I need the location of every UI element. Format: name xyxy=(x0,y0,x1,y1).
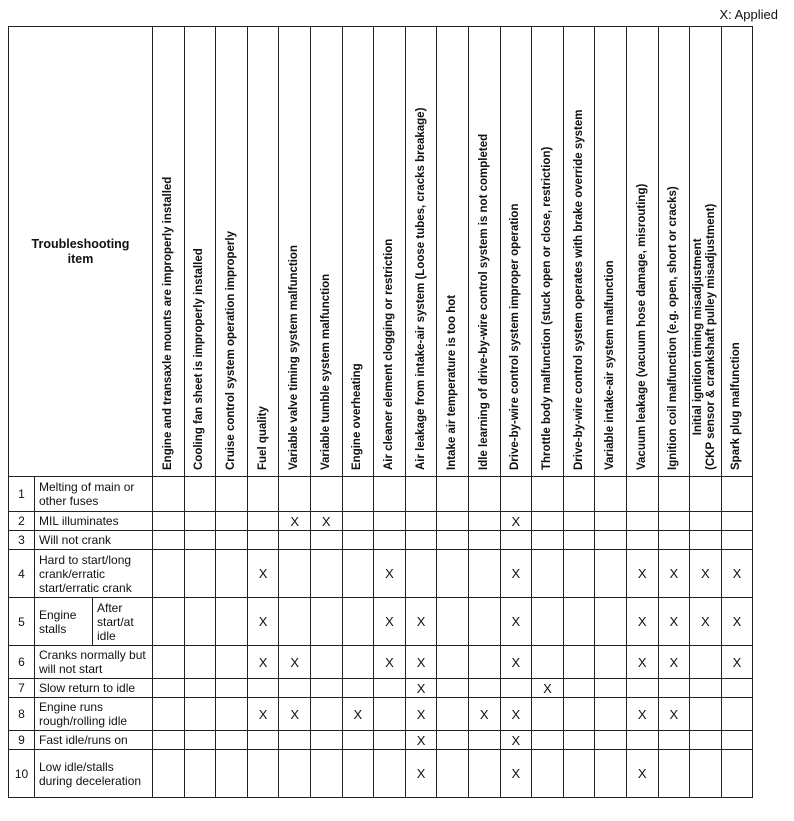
table-row xyxy=(9,750,753,798)
applied-mark: X xyxy=(247,698,279,731)
applied-cell xyxy=(532,550,564,598)
applied-cell xyxy=(247,731,279,750)
legend-label: X: Applied xyxy=(719,7,778,22)
applied-cell xyxy=(437,731,469,750)
applied-cell xyxy=(247,750,279,798)
applied-cell xyxy=(532,698,564,731)
applied-cell xyxy=(690,679,722,698)
applied-cell xyxy=(563,550,595,598)
applied-mark: X xyxy=(626,750,658,798)
row-number: 9 xyxy=(9,731,35,750)
applied-cell xyxy=(690,512,722,531)
applied-mark: X xyxy=(690,550,722,598)
applied-cell xyxy=(216,750,248,798)
applied-cell xyxy=(626,477,658,512)
applied-cell xyxy=(468,731,500,750)
applied-cell xyxy=(247,477,279,512)
column-header-label: Air cleaner element clogging or restriction xyxy=(382,238,395,470)
troubleshooting-item: Engine runs rough/rolling idle xyxy=(35,698,153,731)
applied-mark: X xyxy=(721,550,753,598)
applied-cell xyxy=(532,512,564,531)
applied-cell xyxy=(437,550,469,598)
applied-cell xyxy=(310,646,342,679)
column-header-label: Fuel quality xyxy=(256,406,269,470)
applied-mark: X xyxy=(500,698,532,731)
applied-cell xyxy=(563,750,595,798)
applied-cell xyxy=(437,698,469,731)
applied-mark: X xyxy=(626,598,658,646)
column-header-label: Engine overheating xyxy=(351,363,364,470)
applied-cell xyxy=(216,679,248,698)
applied-cell xyxy=(184,477,216,512)
applied-cell xyxy=(690,731,722,750)
applied-cell xyxy=(216,646,248,679)
applied-cell xyxy=(342,531,374,550)
applied-cell xyxy=(532,646,564,679)
column-header-15 xyxy=(595,27,627,477)
column-header-14 xyxy=(563,27,595,477)
applied-cell xyxy=(153,512,185,531)
row-number: 10 xyxy=(9,750,35,798)
applied-cell xyxy=(658,731,690,750)
column-header-label: Variable tumble system malfunction xyxy=(319,273,332,470)
applied-cell xyxy=(216,512,248,531)
troubleshooting-item: Engine stalls xyxy=(35,598,93,646)
applied-cell xyxy=(279,598,311,646)
applied-mark: X xyxy=(626,698,658,731)
applied-cell xyxy=(310,550,342,598)
applied-mark: X xyxy=(374,550,406,598)
column-header-label: Initial ignition timing misadjustment (CKP sensor & crankshaft pulley misadjustment) xyxy=(692,203,718,470)
column-header-17 xyxy=(658,27,690,477)
applied-mark: X xyxy=(342,698,374,731)
column-header-label: Drive-by-wire control system improper operation xyxy=(509,203,522,470)
applied-cell xyxy=(310,679,342,698)
applied-cell xyxy=(468,512,500,531)
row-number: 7 xyxy=(9,679,35,698)
applied-cell xyxy=(468,531,500,550)
troubleshooting-item: Low idle/stalls during deceleration xyxy=(35,750,153,798)
applied-cell xyxy=(310,531,342,550)
applied-cell xyxy=(279,550,311,598)
applied-cell xyxy=(563,698,595,731)
column-header-label: Idle learning of drive-by-wire control system is not completed xyxy=(477,133,490,470)
applied-cell xyxy=(310,731,342,750)
applied-cell xyxy=(721,512,753,531)
applied-cell xyxy=(500,679,532,698)
applied-cell xyxy=(184,512,216,531)
applied-cell xyxy=(247,512,279,531)
column-header-label: Vacuum leakage (vacuum hose damage, misrouting) xyxy=(635,183,648,470)
applied-cell xyxy=(374,531,406,550)
applied-mark: X xyxy=(405,750,437,798)
applied-cell xyxy=(153,646,185,679)
applied-cell xyxy=(658,477,690,512)
applied-mark: X xyxy=(500,731,532,750)
applied-cell xyxy=(468,598,500,646)
row-number: 6 xyxy=(9,646,35,679)
applied-cell xyxy=(626,679,658,698)
column-header-6 xyxy=(310,27,342,477)
applied-mark: X xyxy=(532,679,564,698)
column-header-18 xyxy=(690,27,722,477)
applied-mark: X xyxy=(658,550,690,598)
applied-cell xyxy=(247,679,279,698)
applied-mark: X xyxy=(279,698,311,731)
applied-cell xyxy=(658,750,690,798)
column-header-3 xyxy=(216,27,248,477)
applied-cell xyxy=(532,477,564,512)
table-row xyxy=(9,477,753,512)
applied-mark: X xyxy=(405,731,437,750)
applied-mark: X xyxy=(405,679,437,698)
applied-cell xyxy=(500,531,532,550)
applied-cell xyxy=(279,477,311,512)
column-header-5 xyxy=(279,27,311,477)
applied-cell xyxy=(184,731,216,750)
applied-cell xyxy=(153,598,185,646)
applied-cell xyxy=(595,698,627,731)
applied-cell xyxy=(184,698,216,731)
applied-mark: X xyxy=(247,598,279,646)
applied-mark: X xyxy=(500,512,532,531)
applied-mark: X xyxy=(658,646,690,679)
table-row xyxy=(9,550,753,598)
applied-cell xyxy=(216,731,248,750)
applied-cell xyxy=(374,477,406,512)
column-header-label: Throttle body malfunction (stuck open or close, restriction) xyxy=(540,146,553,470)
table-row xyxy=(9,512,753,531)
applied-cell xyxy=(153,477,185,512)
applied-cell xyxy=(532,531,564,550)
applied-cell xyxy=(437,531,469,550)
applied-cell xyxy=(405,550,437,598)
applied-mark: X xyxy=(690,598,722,646)
applied-mark: X xyxy=(405,646,437,679)
applied-cell xyxy=(216,550,248,598)
applied-cell xyxy=(216,598,248,646)
applied-mark: X xyxy=(500,598,532,646)
table-row xyxy=(9,531,753,550)
applied-mark: X xyxy=(721,598,753,646)
applied-cell xyxy=(342,550,374,598)
applied-cell xyxy=(595,750,627,798)
applied-cell xyxy=(342,731,374,750)
applied-cell xyxy=(310,698,342,731)
troubleshooting-item-label: Troubleshooting item xyxy=(31,236,130,266)
applied-cell xyxy=(626,731,658,750)
applied-mark: X xyxy=(500,646,532,679)
applied-cell xyxy=(690,698,722,731)
troubleshooting-item: MIL illuminates xyxy=(35,512,153,531)
column-header-12 xyxy=(500,27,532,477)
applied-cell xyxy=(153,531,185,550)
applied-cell xyxy=(342,598,374,646)
applied-cell xyxy=(405,512,437,531)
applied-cell xyxy=(342,679,374,698)
applied-cell xyxy=(279,731,311,750)
applied-cell xyxy=(184,531,216,550)
troubleshooting-item: Hard to start/long crank/erratic start/erratic crank xyxy=(35,550,153,598)
applied-cell xyxy=(153,698,185,731)
column-header-label: Cooling fan sheet is improperly installed xyxy=(193,248,206,470)
column-header-label: Cruise control system operation improperly xyxy=(224,230,237,470)
applied-cell xyxy=(374,512,406,531)
applied-cell xyxy=(563,477,595,512)
applied-cell xyxy=(279,531,311,550)
column-header-label: Spark plug malfunction xyxy=(730,342,743,470)
applied-cell xyxy=(216,531,248,550)
applied-cell xyxy=(721,679,753,698)
table-row xyxy=(9,731,753,750)
applied-cell xyxy=(184,679,216,698)
applied-cell xyxy=(184,646,216,679)
applied-cell xyxy=(342,477,374,512)
applied-cell xyxy=(658,531,690,550)
applied-mark: X xyxy=(626,550,658,598)
applied-cell xyxy=(532,598,564,646)
troubleshooting-table xyxy=(8,26,753,798)
applied-cell xyxy=(690,477,722,512)
applied-cell xyxy=(342,750,374,798)
applied-cell xyxy=(342,512,374,531)
applied-cell xyxy=(563,531,595,550)
row-number: 1 xyxy=(9,477,35,512)
row-number: 2 xyxy=(9,512,35,531)
troubleshooting-item: Melting of main or other fuses xyxy=(35,477,153,512)
applied-cell xyxy=(437,598,469,646)
applied-mark: X xyxy=(279,646,311,679)
applied-cell xyxy=(374,731,406,750)
column-header-16 xyxy=(626,27,658,477)
applied-cell xyxy=(690,646,722,679)
applied-cell xyxy=(563,731,595,750)
applied-mark: X xyxy=(626,646,658,679)
column-header-1 xyxy=(153,27,185,477)
applied-cell xyxy=(721,731,753,750)
column-header-label: Engine and transaxle mounts are improperly installed xyxy=(161,176,174,470)
column-header-2 xyxy=(184,27,216,477)
applied-cell xyxy=(595,731,627,750)
applied-cell xyxy=(279,750,311,798)
applied-cell xyxy=(690,531,722,550)
applied-cell xyxy=(468,646,500,679)
applied-cell xyxy=(626,512,658,531)
applied-mark: X xyxy=(500,750,532,798)
applied-mark: X xyxy=(374,646,406,679)
header-row xyxy=(9,27,753,477)
applied-cell xyxy=(721,698,753,731)
applied-cell xyxy=(405,477,437,512)
row-number: 5 xyxy=(9,598,35,646)
applied-mark: X xyxy=(658,698,690,731)
applied-cell xyxy=(595,679,627,698)
table-row xyxy=(9,646,753,679)
troubleshooting-item: Cranks normally but will not start xyxy=(35,646,153,679)
applied-cell xyxy=(532,731,564,750)
applied-mark: X xyxy=(310,512,342,531)
applied-cell xyxy=(247,531,279,550)
troubleshooting-item: Fast idle/runs on xyxy=(35,731,153,750)
applied-cell xyxy=(310,598,342,646)
applied-cell xyxy=(563,512,595,531)
applied-cell xyxy=(153,731,185,750)
applied-cell xyxy=(310,750,342,798)
applied-cell xyxy=(532,750,564,798)
column-header-19 xyxy=(721,27,753,477)
row-number: 3 xyxy=(9,531,35,550)
applied-cell xyxy=(721,531,753,550)
applied-cell xyxy=(184,598,216,646)
column-header-label: Air leakage from intake-air system (Loose tubes, cracks breakage) xyxy=(414,107,427,470)
applied-cell xyxy=(437,512,469,531)
row-number: 4 xyxy=(9,550,35,598)
applied-cell xyxy=(721,750,753,798)
applied-cell xyxy=(216,477,248,512)
applied-cell xyxy=(468,477,500,512)
applied-cell xyxy=(374,679,406,698)
applied-cell xyxy=(437,750,469,798)
applied-cell xyxy=(437,679,469,698)
column-header-9 xyxy=(405,27,437,477)
applied-cell xyxy=(468,750,500,798)
column-header-label: Variable valve timing system malfunction xyxy=(288,245,301,470)
applied-cell xyxy=(563,646,595,679)
applied-cell xyxy=(690,750,722,798)
applied-cell xyxy=(216,698,248,731)
table-row xyxy=(9,698,753,731)
applied-cell xyxy=(563,598,595,646)
applied-mark: X xyxy=(405,698,437,731)
applied-mark: X xyxy=(247,550,279,598)
applied-cell xyxy=(279,679,311,698)
column-header-4 xyxy=(247,27,279,477)
applied-mark: X xyxy=(247,646,279,679)
troubleshooting-item: Will not crank xyxy=(35,531,153,550)
applied-cell xyxy=(595,477,627,512)
applied-cell xyxy=(405,531,437,550)
applied-cell xyxy=(595,646,627,679)
applied-mark: X xyxy=(658,598,690,646)
applied-cell xyxy=(595,598,627,646)
applied-cell xyxy=(626,531,658,550)
column-header-11 xyxy=(468,27,500,477)
applied-cell xyxy=(468,679,500,698)
column-header-13 xyxy=(532,27,564,477)
applied-cell xyxy=(595,531,627,550)
column-header-label: Variable intake-air system malfunction xyxy=(604,260,617,470)
table-row xyxy=(9,598,753,646)
applied-cell xyxy=(342,646,374,679)
column-header-label: Drive-by-wire control system operates with brake override system xyxy=(572,109,585,470)
troubleshooting-subitem: After start/at idle xyxy=(93,598,153,646)
table-row xyxy=(9,679,753,698)
column-header-8 xyxy=(374,27,406,477)
applied-cell xyxy=(468,550,500,598)
applied-mark: X xyxy=(721,646,753,679)
troubleshooting-item: Slow return to idle xyxy=(35,679,153,698)
applied-cell xyxy=(184,550,216,598)
applied-cell xyxy=(721,477,753,512)
applied-cell xyxy=(153,550,185,598)
column-header-10 xyxy=(437,27,469,477)
applied-cell xyxy=(563,679,595,698)
applied-cell xyxy=(437,477,469,512)
applied-mark: X xyxy=(405,598,437,646)
applied-cell xyxy=(595,512,627,531)
applied-cell xyxy=(374,698,406,731)
applied-cell xyxy=(658,679,690,698)
applied-mark: X xyxy=(500,550,532,598)
applied-cell xyxy=(310,477,342,512)
applied-cell xyxy=(153,679,185,698)
applied-mark: X xyxy=(279,512,311,531)
applied-cell xyxy=(374,750,406,798)
applied-cell xyxy=(658,512,690,531)
applied-cell xyxy=(500,477,532,512)
row-number: 8 xyxy=(9,698,35,731)
applied-cell xyxy=(153,750,185,798)
column-header-7 xyxy=(342,27,374,477)
applied-mark: X xyxy=(374,598,406,646)
applied-mark: X xyxy=(468,698,500,731)
applied-cell xyxy=(437,646,469,679)
troubleshooting-item-header xyxy=(9,27,153,477)
applied-cell xyxy=(595,550,627,598)
column-header-label: Intake air temperature is too hot xyxy=(446,294,459,470)
applied-cell xyxy=(184,750,216,798)
column-header-label: Ignition coil malfunction (e.g. open, short or cracks) xyxy=(667,186,680,470)
